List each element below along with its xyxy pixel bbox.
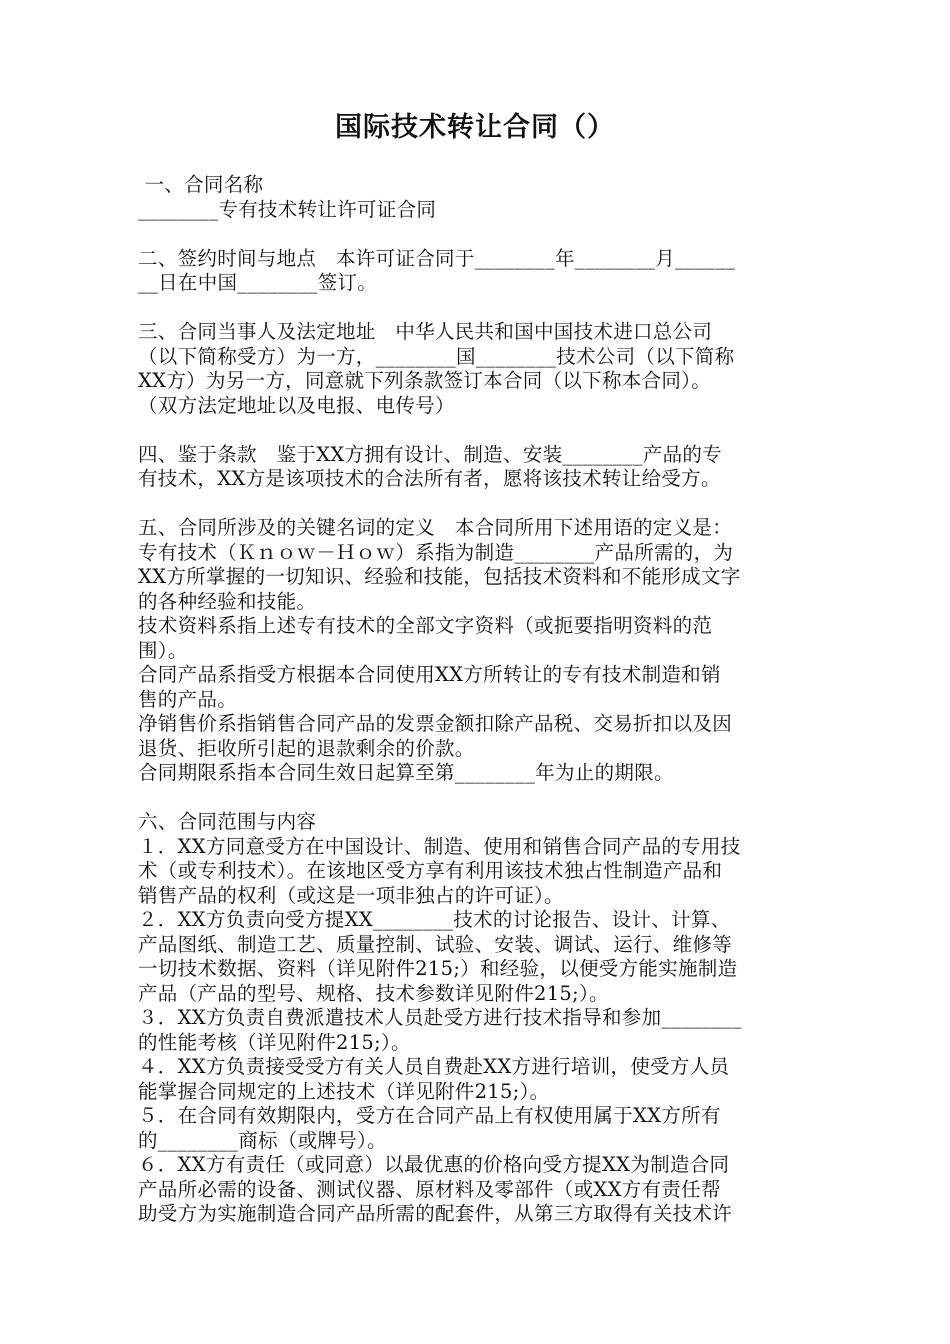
document-title: 国际技术转让合同（） (335, 112, 615, 143)
text-line: __日在中国________签订。 (138, 271, 378, 294)
text-line: ________专有技术转让许可证合同 (138, 197, 437, 221)
text-line: 术（或专利技术）。在该地区受方享有利用该技术独占性制造产品和 (138, 859, 723, 882)
text-line: 产品图纸、制造工艺、质量控制、试验、安装、调试、运行、维修等 (138, 932, 733, 956)
text-line: 助受方为实施制造合同产品所需的配套件，从第三方取得有关技术许 (138, 1202, 733, 1225)
text-line: 有技术，XX方是该项技术的合法所有者，愿将该技术转让给受方。 (138, 467, 721, 490)
text-line: 的________商标（或牌号）。 (138, 1128, 387, 1152)
paragraph-gap (138, 418, 818, 443)
text-line: 一、合同名称 (138, 173, 264, 196)
text-line: 产品（产品的型号、规格、技术参数详见附件215;）。 (138, 981, 609, 1005)
text-line: ３．XX方负责自费派遣技术人员赴受方进行技术指导和参加________ (138, 1006, 742, 1029)
text-line: 技术资料系指上述专有技术的全部文字资料（或扼要指明资料的范 (138, 614, 713, 637)
text-line: 二、签约时间与地点 本许可证合同于________年________月______ (138, 246, 736, 270)
paragraph-gap (138, 492, 818, 517)
text-line: 合同产品系指受方根据本合同使用XX方所转让的专有技术制造和销 (138, 663, 721, 686)
text-line: 一切技术数据、资料（详见附件215;）和经验，以便受方能实施制造 (138, 957, 738, 980)
text-line: XX方）为另一方，同意就下列条款签订本合同（以下称本合同）。 (138, 369, 712, 392)
text-line: 退货、拒收所引起的退款剩余的价款。 (138, 736, 475, 760)
text-line: ４．XX方负责接受受方有关人员自费赴XX方进行培训，使受方人员 (138, 1055, 730, 1078)
text-line: ６．XX方有责任（或同意）以最优惠的价格向受方提XX为制造合同 (138, 1153, 730, 1176)
text-line: 三、合同当事人及法定地址 中华人民共和国中国技术进口总公司 (138, 320, 713, 343)
document-body (138, 173, 818, 1227)
text-line: 销售产品的权利（或这是一项非独占的许可证）。 (138, 883, 564, 907)
text-line: 能掌握合同规定的上述技术（详见附件215;）。 (138, 1079, 550, 1103)
text-line: （以下简称受方）为一方，________国________技术公司（以下简称 (138, 344, 735, 368)
text-line: （双方法定地址以及电报、电传号） (138, 393, 455, 417)
text-line: １．XX方同意受方在中国设计、制造、使用和销售合同产品的专用技 (138, 834, 741, 858)
text-line: 五、合同所涉及的关键名词的定义 本合同所用下述用语的定义是： (138, 516, 733, 539)
paragraph-gap (138, 222, 818, 247)
text-line: XX方所掌握的一切知识、经验和技能，包括技术资料和不能形成文字 (138, 565, 741, 588)
text-line: 合同期限系指本合同生效日起算至第________年为止的期限。 (138, 761, 674, 784)
text-line: 围）。 (138, 638, 188, 662)
text-line: 的性能考核（详见附件215;）。 (138, 1030, 411, 1054)
text-line: ５．在合同有效期限内，受方在合同产品上有权使用属于XX方所有 (138, 1104, 721, 1127)
text-line: 产品所必需的设备、测试仪器、原材料及零部件（或XX方有责任帮 (138, 1177, 721, 1201)
text-line: ２．XX方负责向受方提XX________技术的讨论报告、设计、计算、 (138, 908, 731, 931)
text-line: 专有技术（Ｋｎｏｗ－Ｈｏｗ）系指为制造________产品所需的，为 (138, 540, 734, 564)
text-line: 售的产品。 (138, 687, 238, 711)
paragraph-gap (138, 296, 818, 321)
text-line: 净销售价系指销售合同产品的发票金额扣除产品税、交易折扣以及因 (138, 712, 733, 735)
paragraph-gap (138, 786, 818, 811)
text-line: 的各种经验和技能。 (138, 589, 317, 613)
text-line: 六、合同范围与内容 (138, 810, 317, 833)
text-line: 四、鉴于条款 鉴于XX方拥有设计、制造、安装________产品的专 (138, 442, 722, 466)
